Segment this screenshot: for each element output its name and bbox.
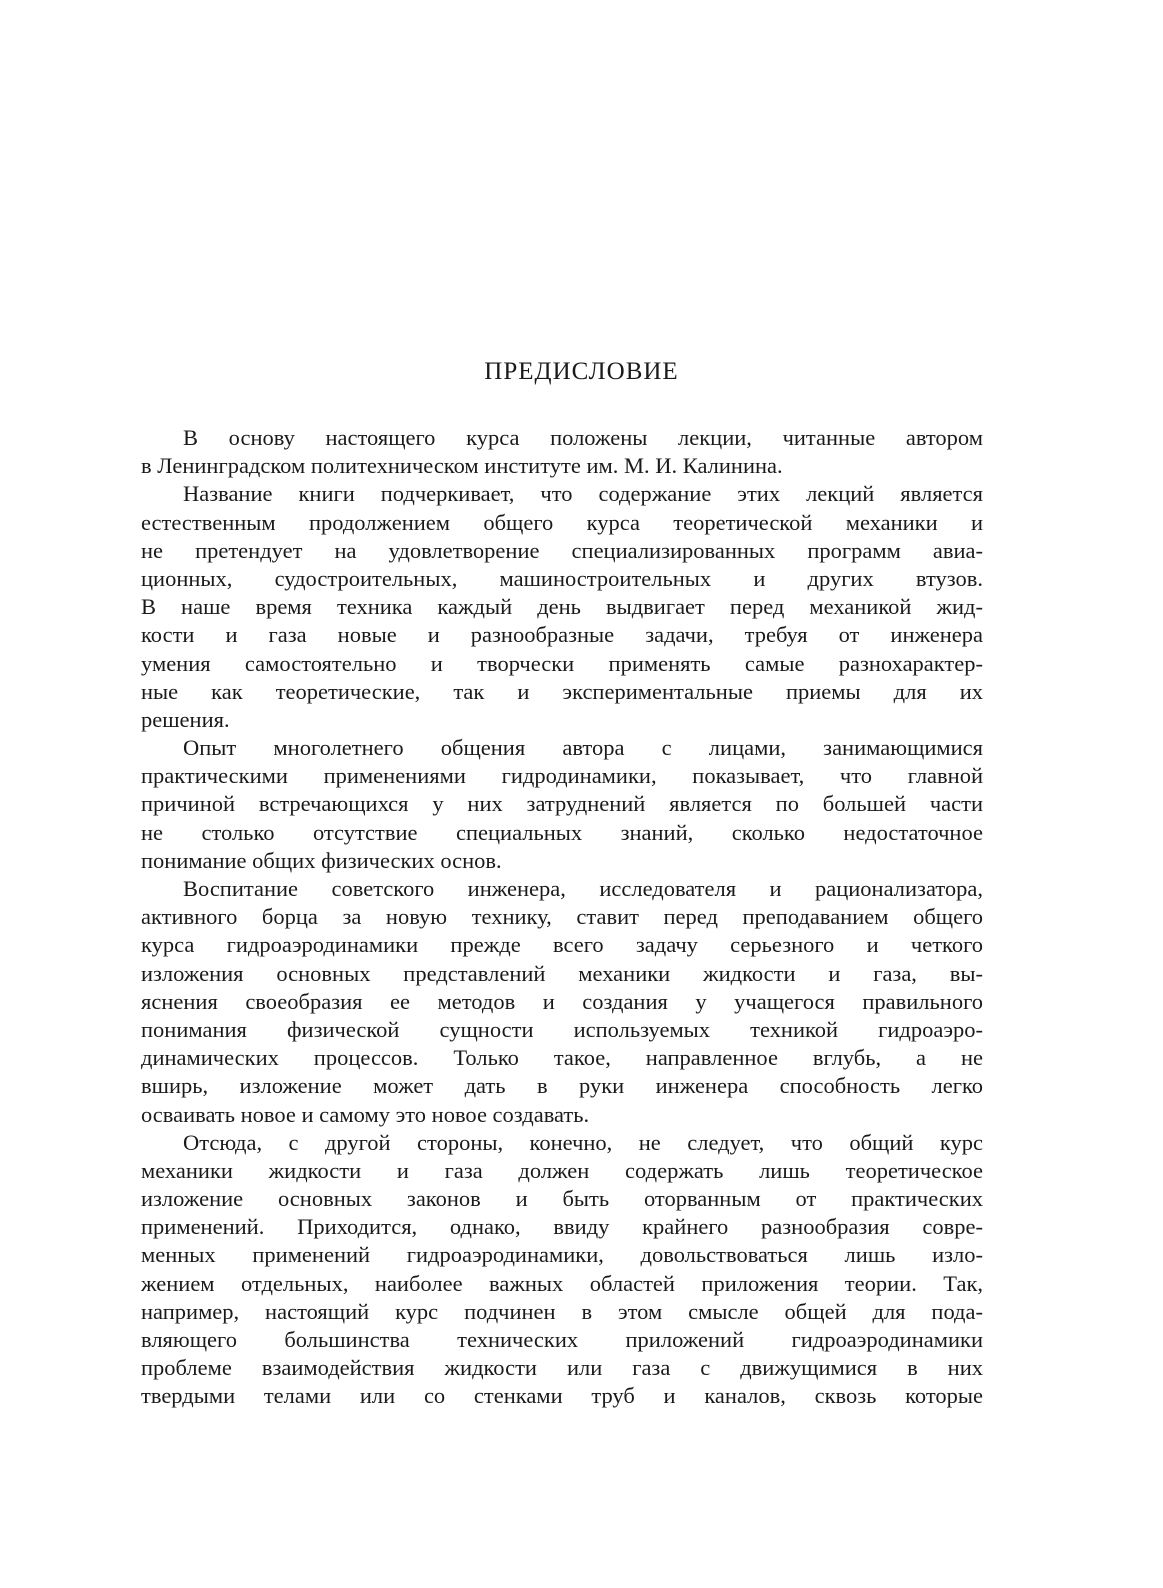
text-line: ные как теоретические, так и экспериментальные приемы для их [141,678,983,704]
text-line: В основу настоящего курса положены лекции, читанные автором [183,425,983,450]
text-line: Воспитание советского инженера, исследователя и рационализатора, [183,876,983,901]
text-line: осваивать новое и самому это новое создавать. [141,1101,590,1127]
text-line: понимание общих физических основ. [141,847,502,873]
text-line: механики жидкости и газа должен содержать лишь теоретическое [141,1157,983,1183]
text-line: яснения своеобразия ее методов и создания у учащегося правильного [141,988,983,1014]
paragraph-3 [141,734,983,875]
text-line: активного борца за новую технику, ставит перед преподаванием общего [141,904,983,930]
text-line: Опыт многолетнего общения автора с лицами, занимающимися [183,735,983,761]
page-title: ПРЕДИСЛОВИЕ [484,358,679,385]
text-line: причиной встречающихся у них затруднений является по большей части [141,791,983,817]
text-line: Название книги подчеркивает, что содержание этих лекций является [183,481,983,507]
preface-body [141,424,983,1411]
text-line: понимания физической сущности используемых техникой гидроаэро- [141,1016,983,1042]
text-line: жением отдельных, наиболее важных областей приложения теории. Так, [141,1270,983,1296]
text-line: практическими применениями гидродинамики, показывает, что главной [141,763,983,789]
text-line: применений. Приходится, однако, ввиду крайнего разнообразия совре- [141,1214,983,1240]
text-line: не столько отсутствие специальных знаний, сколько недостаточное [141,819,983,845]
text-line: вляющего большинства технических приложений гидроаэродинамики [141,1327,983,1352]
text-line: проблеме взаимодействия жидкости или газа с движущимися в них [141,1355,983,1381]
text-line: например, настоящий курс подчинен в этом смысле общей для пода- [141,1298,983,1324]
text-line: менных применений гидроаэродинамики, довольствоваться лишь изло- [141,1242,983,1268]
paragraph-4 [141,875,983,1129]
text-line: не претендует на удовлетворение специализированных программ авиа- [141,537,983,563]
text-line: Отсюда, с другой стороны, конечно, не следует, что общий курс [183,1129,983,1155]
text-line: кости и газа новые и разнообразные задачи, требуя от инженера [141,622,983,648]
text-line: курса гидроаэродинамики прежде всего задачу серьезного и четкого [141,932,983,958]
text-line: решения. [141,706,230,732]
paragraph-1 [141,424,983,480]
text-line: умения самостоятельно и творчески применять самые разнохарактер- [141,650,983,676]
text-line: твердыми телами или со стенками труб и каналов, сквозь которые [141,1383,983,1409]
text-line: изложения основных представлений механики жидкости и газа, вы- [141,960,983,986]
paragraph-5 [141,1129,983,1411]
text-line: В наше время техника каждый день выдвигает перед механикой жид- [141,594,983,620]
paragraph-2 [141,480,983,734]
text-line: изложение основных законов и быть оторванным от практических [141,1186,983,1212]
text-line: естественным продолжением общего курса теоретической механики и [141,509,983,535]
text-line: в Ленинградском политехническом институте им. М. И. Калинина. [141,453,783,479]
text-line: ционных, судостроительных, машиностроительных и других втузов. [141,565,983,591]
text-line: динамических процессов. Только такое, направленное вглубь, а не [141,1045,983,1071]
text-line: вширь, изложение может дать в руки инженера способность легко [141,1073,983,1099]
